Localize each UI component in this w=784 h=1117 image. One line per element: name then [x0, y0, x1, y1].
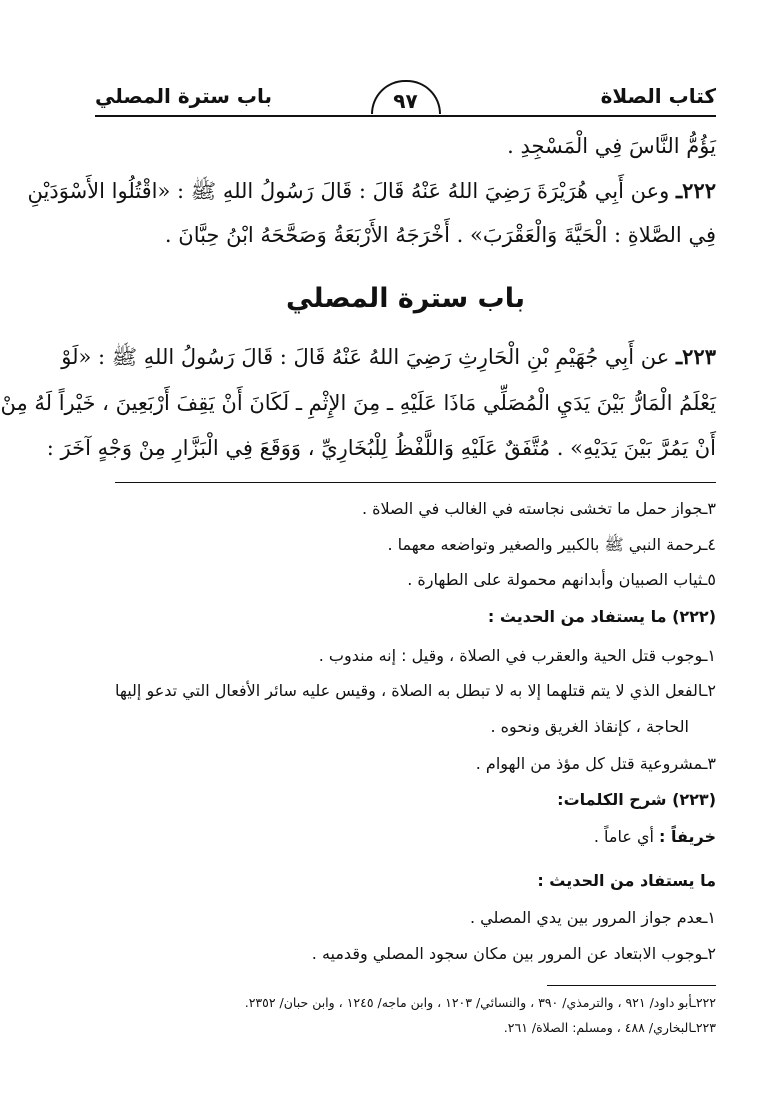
section-title: باب سترة المصلي: [286, 283, 525, 314]
words-heading-223: (٢٢٣) شرح الكلمات:: [557, 790, 716, 809]
benefits-heading-222: (٢٢٢) ما يستفاد من الحديث :: [487, 607, 716, 626]
footnote: ٢٢٣ـالبخاري/ ٤٨٨ ، ومسلم: الصلاة/ ٢٦١.: [503, 1020, 716, 1035]
hadith-222-line-1: [27, 178, 716, 209]
divider: [115, 482, 716, 483]
hadith-223-line-3: أَنْ يَمُرَّ بَيْنَ يَدَيْهِ» . مُتَّفَقٌ عَلَيْهِ وَاللَّفْظُ لِلْبُخَارِيِّ ، وَوَقَعَ فِي الْبَزَّارِ مِنْ وَجْهٍ آخَرَ :: [46, 436, 716, 460]
hadith-line: يَؤُمُّ النَّاسَ فِي الْمَسْجِدِ .: [507, 134, 716, 158]
hadith-number: ٢٢٢ـ: [676, 178, 716, 203]
footnote-divider: [547, 985, 716, 986]
benefit-item: ٢ـوجوب الابتعاد عن المرور بين مكان سجود المصلي وقدميه .: [311, 944, 716, 963]
note-item: ٤ـرحمة النبي ﷺ بالكبير والصغير وتواضعه معهما .: [387, 535, 716, 554]
benefit-item-continuation: الحاجة ، كإنقاذ الغريق ونحوه .: [490, 717, 689, 736]
note-item: ٣ـجواز حمل ما تخشى نجاسته في الغالب في الصلاة .: [361, 499, 716, 518]
word-definition: [95, 827, 716, 846]
benefit-item: ٢ـالفعل الذي لا يتم قتلهما إلا به لا تبطل به الصلاة ، وقيس عليه سائر الأفعال التي تدعو إليها: [114, 681, 716, 700]
header-rule: [95, 115, 716, 117]
benefit-item: ٣ـمشروعية قتل كل مؤذ من الهوام .: [475, 754, 716, 773]
hadith-text: عن أَبِي جُهَيْمِ بْنِ الْحَارِثِ رَضِيَ اللهُ عَنْهُ قَالَ : قَالَ رَسُولُ اللهِ ﷺ : «لَوْ: [61, 345, 670, 369]
benefit-item: ١ـوجوب قتل الحية والعقرب في الصلاة ، وقيل : إنه مندوب .: [318, 646, 716, 665]
hadith-223-line-2: يَعْلَمُ الْمَارُّ بَيْنَ يَدَيِ الْمُصَلِّي مَاذَا عَلَيْهِ ـ مِنَ الإِثْمِ ـ لَكَانَ أَنْ يَقِفَ أَرْبَعِينَ ، خَيْراً لَهُ مِنْ: [0, 391, 716, 415]
word-meaning: أي عاماً .: [593, 827, 654, 846]
benefit-item: ١ـعدم جواز المرور بين يدي المصلي .: [470, 908, 716, 927]
chapter-title: باب سترة المصلي: [95, 84, 273, 108]
book-title: كتاب الصلاة: [600, 84, 716, 108]
hadith-222-line-2: فِي الصَّلاةِ : الْحَيَّةَ وَالْعَقْرَبَ» . أَخْرَجَهُ الأَرْبَعَةُ وَصَحَّحَهُ ابْنُ حِبَّانَ .: [164, 223, 716, 247]
hadith-text: وعن أَبِي هُرَيْرَةَ رَضِيَ اللهُ عَنْهُ قَالَ : قَالَ رَسُولُ اللهِ ﷺ : «اقْتُلُوا الأَسْوَدَيْنِ: [27, 179, 670, 203]
hadith-223-line-1: [61, 344, 716, 375]
page-header: [95, 80, 716, 116]
word-term: خريفاً :: [659, 827, 716, 846]
footnote: ٢٢٢ـأبو داود/ ٩٢١ ، والترمذي/ ٣٩٠ ، والنسائي/ ١٢٠٣ ، وابن ماجه/ ١٢٤٥ ، وابن حبان/ ٢٣٥٢.: [244, 995, 716, 1010]
hadith-number: ٢٢٣ـ: [676, 344, 716, 369]
benefits-heading-223: ما يستفاد من الحديث :: [537, 871, 716, 890]
note-item: ٥ـثياب الصبيان وأبدانهم محمولة على الطهارة .: [407, 570, 716, 589]
page-number: ٩٧: [371, 80, 441, 114]
